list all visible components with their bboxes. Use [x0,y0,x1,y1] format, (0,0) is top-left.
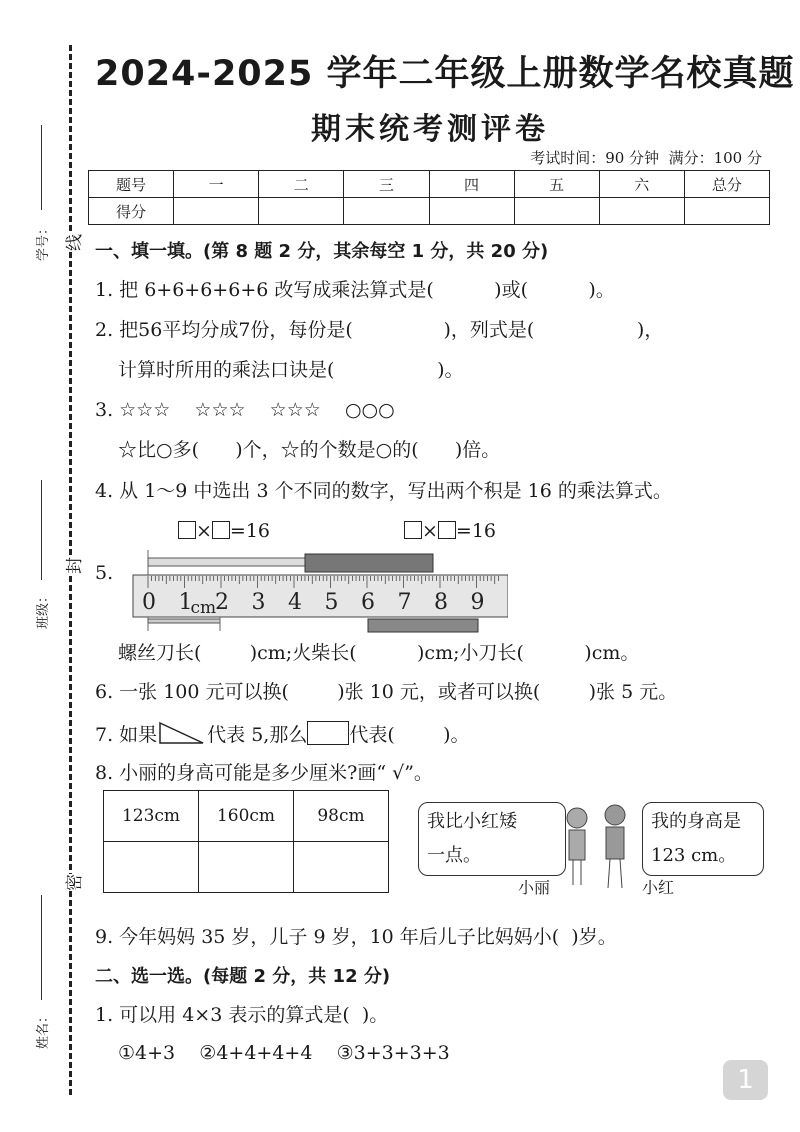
seal-char-feng: 封 [60,557,85,574]
question-8: 8. 小丽的身高可能是多少厘米?画“ √”。 [95,762,433,784]
table-cell: 六 [599,171,684,198]
speech-bubble-left: 我比小红矮 一点。 [418,802,566,876]
score-cell[interactable] [684,198,769,225]
height-options-table [103,790,389,893]
score-table [88,170,770,225]
equation-blank-1 [178,519,270,543]
girl-icon [567,808,587,885]
screwdriver-icon [148,550,433,575]
section2-question-1: 1. 可以用 4×3 表示的算式是( )。 [95,1004,389,1026]
knife-icon [368,619,478,632]
ruler-label: 1 [178,590,193,615]
table-cell: 四 [429,171,514,198]
ruler-label: 2 [215,590,229,615]
question-9: 9. 今年妈妈 35 岁，儿子 9 岁，10 年后儿子比妈妈小( )岁。 [95,926,617,948]
class-line[interactable] [41,480,42,580]
table-cell: 五 [514,171,599,198]
ruler-label: 5 [324,590,339,615]
table-cell: 一 [174,171,259,198]
answer-box[interactable] [438,521,456,539]
question-2-line2: 计算时所用的乘法口诀是( )。 [118,359,464,381]
student-id-line[interactable] [41,125,42,210]
name-xiaohong: 小红 [642,878,675,897]
question-6: 6. 一张 100 元可以换( )张 10 元，或者可以换( )张 5 元。 [95,681,678,703]
times-sign: × [422,520,438,542]
table-cell: 得分 [89,198,174,225]
name-label: 姓名： [36,1009,52,1050]
table-cell: 总分 [684,171,769,198]
check-cell[interactable] [294,842,389,893]
answer-box[interactable] [404,521,422,539]
table-cell: 123cm [104,791,199,842]
question-3: ☆比○多( )个，☆的个数是○的( )倍。 [118,439,501,461]
name-line[interactable] [41,895,42,1000]
children-illustration [555,800,635,895]
question-1: 1. 把 6+6+6+6+6 改写成乘法算式是( )或( )。 [95,279,615,301]
equation-blank-2 [404,519,496,543]
matchstick-icon [148,617,220,631]
score-cell[interactable] [344,198,429,225]
class-label: 班级： [36,589,52,630]
check-cell[interactable] [104,842,199,893]
table-cell: 160cm [199,791,294,842]
question-2: 2. 把56平均分成7份，每份是( )，列式是( )， [95,319,664,341]
ruler-figure [128,545,508,640]
q7-text-b: 代表 5,那么 [207,724,308,746]
table-row [89,171,770,198]
student-id-label: 学号： [36,221,52,262]
q7-text-a: 7. 如果 [95,724,158,746]
triangle-icon [157,721,207,745]
q7-text-c: 代表( )。 [349,724,470,746]
score-cell[interactable] [599,198,684,225]
table-cell: 二 [259,171,344,198]
page-number-badge: 1 [723,1060,768,1100]
ruler-label: 9 [470,590,485,615]
times-sign: × [196,520,212,542]
ruler-unit: cm [190,598,217,618]
ruler-label: 6 [361,590,375,615]
score-cell[interactable] [429,198,514,225]
ruler-label: 8 [434,590,448,615]
table-cell: 98cm [294,791,389,842]
speech-bubble-right: 我的身高是 123 cm。 [642,802,764,876]
seal-char-xian: 线 [60,234,85,251]
question-5-answer: 螺丝刀长( )cm;火柴长( )cm;小刀长( )cm。 [118,642,640,664]
answer-box[interactable] [178,521,196,539]
ruler-label: 0 [142,590,156,615]
equals-16: =16 [229,520,271,542]
exam-title: 2024-2025 学年二年级上册数学名校真题 [95,54,795,94]
check-cell[interactable] [199,842,294,893]
ruler-label: 7 [397,590,412,615]
name-xiaoli: 小丽 [518,878,551,897]
exam-info: 考试时间：90 分钟 满分：100 分 [530,149,762,167]
seal-char-mi: 密 [60,874,85,891]
table-row [104,791,389,842]
ruler-label: 3 [251,590,266,615]
table-cell: 题号 [89,171,174,198]
question-7 [95,721,470,747]
question-4: 4. 从 1～9 中选出 3 个不同的数字，写出两个积是 16 的乘法算式。 [95,480,672,502]
question-3-shapes: 3. ☆☆☆ ☆☆☆ ☆☆☆ ○○○ [95,399,395,421]
answer-box[interactable] [212,521,230,539]
table-row [104,842,389,893]
exam-subtitle: 期末统考测评卷 [311,112,549,147]
score-cell[interactable] [259,198,344,225]
boy-icon [605,805,625,888]
section1-heading: 一、填一填。(第 8 题 2 分，其余每空 1 分，共 20 分) [95,241,549,262]
score-cell[interactable] [514,198,599,225]
section2-heading: 二、选一选。(每题 2 分，共 12 分) [95,966,391,987]
equals-16: =16 [455,520,497,542]
question-5: 5. [95,562,114,584]
ruler-label: 4 [288,590,302,615]
table-row [89,198,770,225]
section2-question-1-options: ①4+3 ②4+4+4+4 ③3+3+3+3 [118,1042,450,1064]
table-cell: 三 [344,171,429,198]
rectangle-icon [307,721,349,745]
score-cell[interactable] [174,198,259,225]
